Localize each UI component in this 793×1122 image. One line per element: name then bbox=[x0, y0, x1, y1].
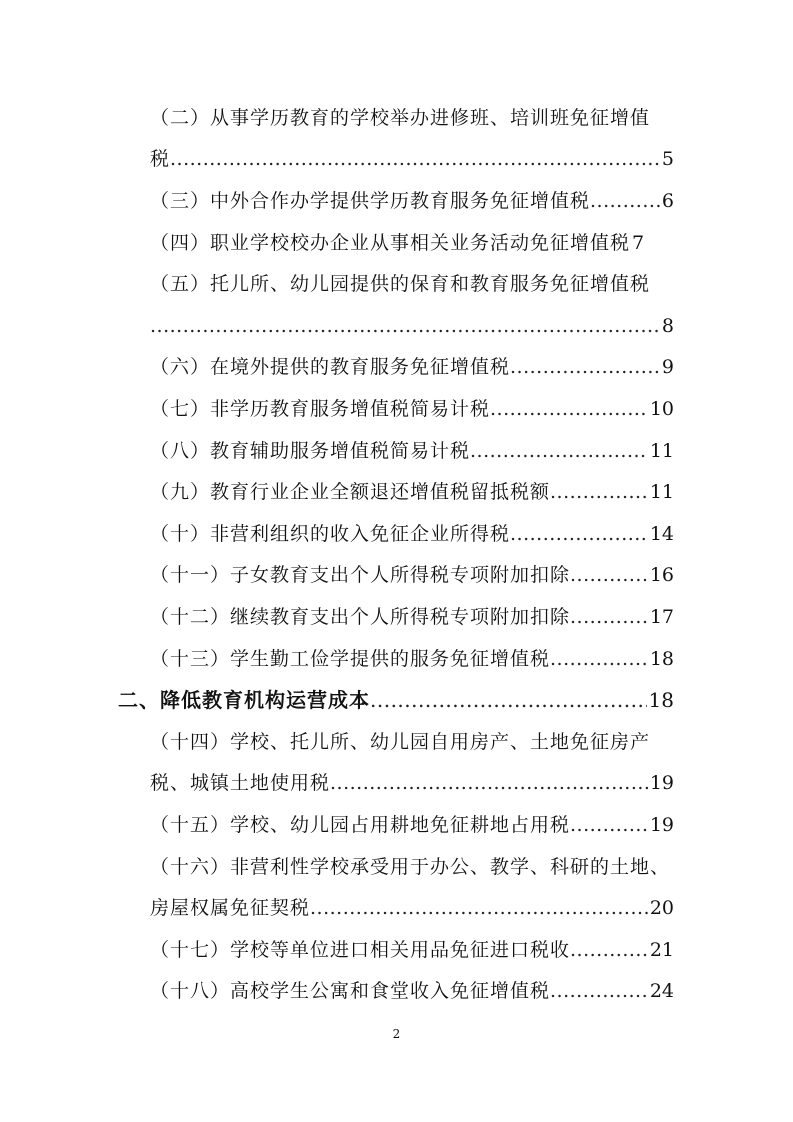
toc-entry[interactable] bbox=[150, 475, 674, 509]
toc-entry-text: 税、城镇土地使用税 bbox=[150, 772, 331, 794]
toc-entry-text: （十六）非营利性学校承受用于办公、教学、科研的土地、 bbox=[150, 856, 671, 878]
toc-entry-page: 19 bbox=[649, 772, 674, 794]
toc-entry[interactable] bbox=[150, 808, 674, 842]
dot-leader bbox=[550, 475, 648, 509]
toc-entry-text: （五）托儿所、幼儿园提供的保育和教育服务免征增值税 bbox=[150, 273, 651, 295]
dot-leader bbox=[570, 808, 648, 842]
toc-entry-page: 16 bbox=[649, 564, 674, 586]
toc-entry-text: （二）从事学历教育的学校举办进修班、培训班免征增值 bbox=[150, 107, 651, 129]
toc-entry bbox=[150, 725, 674, 759]
toc-entry-text: （十五）学校、幼儿园占用耕地免征耕地占用税 bbox=[150, 814, 571, 836]
toc-section-heading[interactable] bbox=[118, 683, 674, 717]
toc-entry[interactable] bbox=[150, 350, 674, 384]
toc-entry[interactable] bbox=[150, 392, 674, 426]
toc-entry-page: 20 bbox=[649, 897, 674, 919]
dot-leader bbox=[310, 891, 648, 925]
dot-leader bbox=[570, 600, 648, 634]
toc-entry[interactable] bbox=[150, 226, 674, 260]
toc-entry-text: 税 bbox=[150, 148, 171, 170]
toc-entry[interactable] bbox=[150, 600, 674, 634]
dot-leader bbox=[170, 142, 660, 176]
toc-entry-page: 11 bbox=[649, 440, 674, 462]
dot-leader bbox=[510, 350, 660, 384]
toc-entry-page: 17 bbox=[649, 606, 674, 628]
toc-entry-text: （七）非学历教育服务增值税简易计税 bbox=[150, 398, 491, 420]
dot-leader bbox=[150, 309, 660, 343]
toc-entry-page: 7 bbox=[632, 232, 645, 254]
toc-entry-text: 房屋权属免征契税 bbox=[150, 897, 311, 919]
toc-entry[interactable] bbox=[150, 184, 674, 218]
toc-entry[interactable] bbox=[150, 434, 674, 468]
dot-leader bbox=[550, 642, 648, 676]
dot-leader bbox=[330, 766, 648, 800]
toc-entry-text: （九）教育行业企业全额退还增值税留抵税额 bbox=[150, 481, 551, 503]
toc-entry-page: 19 bbox=[649, 814, 674, 836]
toc-entry-text: （十八）高校学生公寓和食堂收入免征增值税 bbox=[150, 980, 551, 1002]
toc-entry bbox=[150, 267, 674, 301]
toc-entry-text: （十四）学校、托儿所、幼儿园自用房产、土地免征房产 bbox=[150, 731, 651, 753]
dot-leader bbox=[570, 933, 648, 967]
toc-entry bbox=[150, 101, 674, 135]
toc-entry[interactable] bbox=[150, 558, 674, 592]
toc-entry-page: 5 bbox=[661, 148, 674, 170]
toc-entry[interactable] bbox=[150, 142, 674, 176]
toc-entry-text: （六）在境外提供的教育服务免征增值税 bbox=[150, 356, 511, 378]
dot-leader bbox=[550, 974, 648, 1008]
toc-entry-page: 6 bbox=[661, 190, 674, 212]
toc-entry-text: （八）教育辅助服务增值税简易计税 bbox=[150, 440, 471, 462]
toc-entry-page: 14 bbox=[649, 523, 674, 545]
dot-leader bbox=[570, 558, 648, 592]
toc-entry[interactable] bbox=[150, 933, 674, 967]
toc-entry[interactable] bbox=[150, 891, 674, 925]
toc-entry-text: （四）职业学校校办企业从事相关业务活动免征增值税 bbox=[150, 232, 631, 254]
toc-entry bbox=[150, 850, 674, 884]
toc-entry-text: （十一）子女教育支出个人所得税专项附加扣除 bbox=[150, 564, 571, 586]
toc-entry[interactable] bbox=[150, 766, 674, 800]
page-number: 2 bbox=[392, 1027, 401, 1041]
toc-entry[interactable] bbox=[150, 642, 674, 676]
dot-leader bbox=[590, 184, 660, 218]
toc-entry-text: （十七）学校等单位进口相关用品免征进口税收 bbox=[150, 939, 571, 961]
toc-entry-page: 24 bbox=[649, 980, 674, 1002]
toc-entry-page: 10 bbox=[649, 398, 674, 420]
toc-entry-page: 8 bbox=[661, 315, 674, 337]
toc-entry-page: 11 bbox=[649, 481, 674, 503]
toc-entry-text: （十二）继续教育支出个人所得税专项附加扣除 bbox=[150, 606, 571, 628]
toc-entry-text: （十）非营利组织的收入免征企业所得税 bbox=[150, 523, 511, 545]
dot-leader bbox=[490, 392, 648, 426]
toc-entry[interactable] bbox=[150, 974, 674, 1008]
toc-section-text: 二、降低教育机构运营成本 bbox=[118, 688, 370, 712]
dot-leader bbox=[510, 517, 648, 551]
toc-entry-text: （十三）学生勤工俭学提供的服务免征增值税 bbox=[150, 648, 551, 670]
toc-entry-page: 18 bbox=[649, 648, 674, 670]
toc-entry-page: 21 bbox=[649, 939, 674, 961]
dot-leader bbox=[470, 434, 648, 468]
toc-entry[interactable] bbox=[150, 309, 674, 343]
toc-entry[interactable] bbox=[150, 517, 674, 551]
dot-leader bbox=[370, 683, 647, 717]
toc-entry-page: 18 bbox=[648, 688, 674, 712]
toc-entry-text: （三）中外合作办学提供学历教育服务免征增值税 bbox=[150, 190, 591, 212]
toc-entry-page: 9 bbox=[661, 356, 674, 378]
